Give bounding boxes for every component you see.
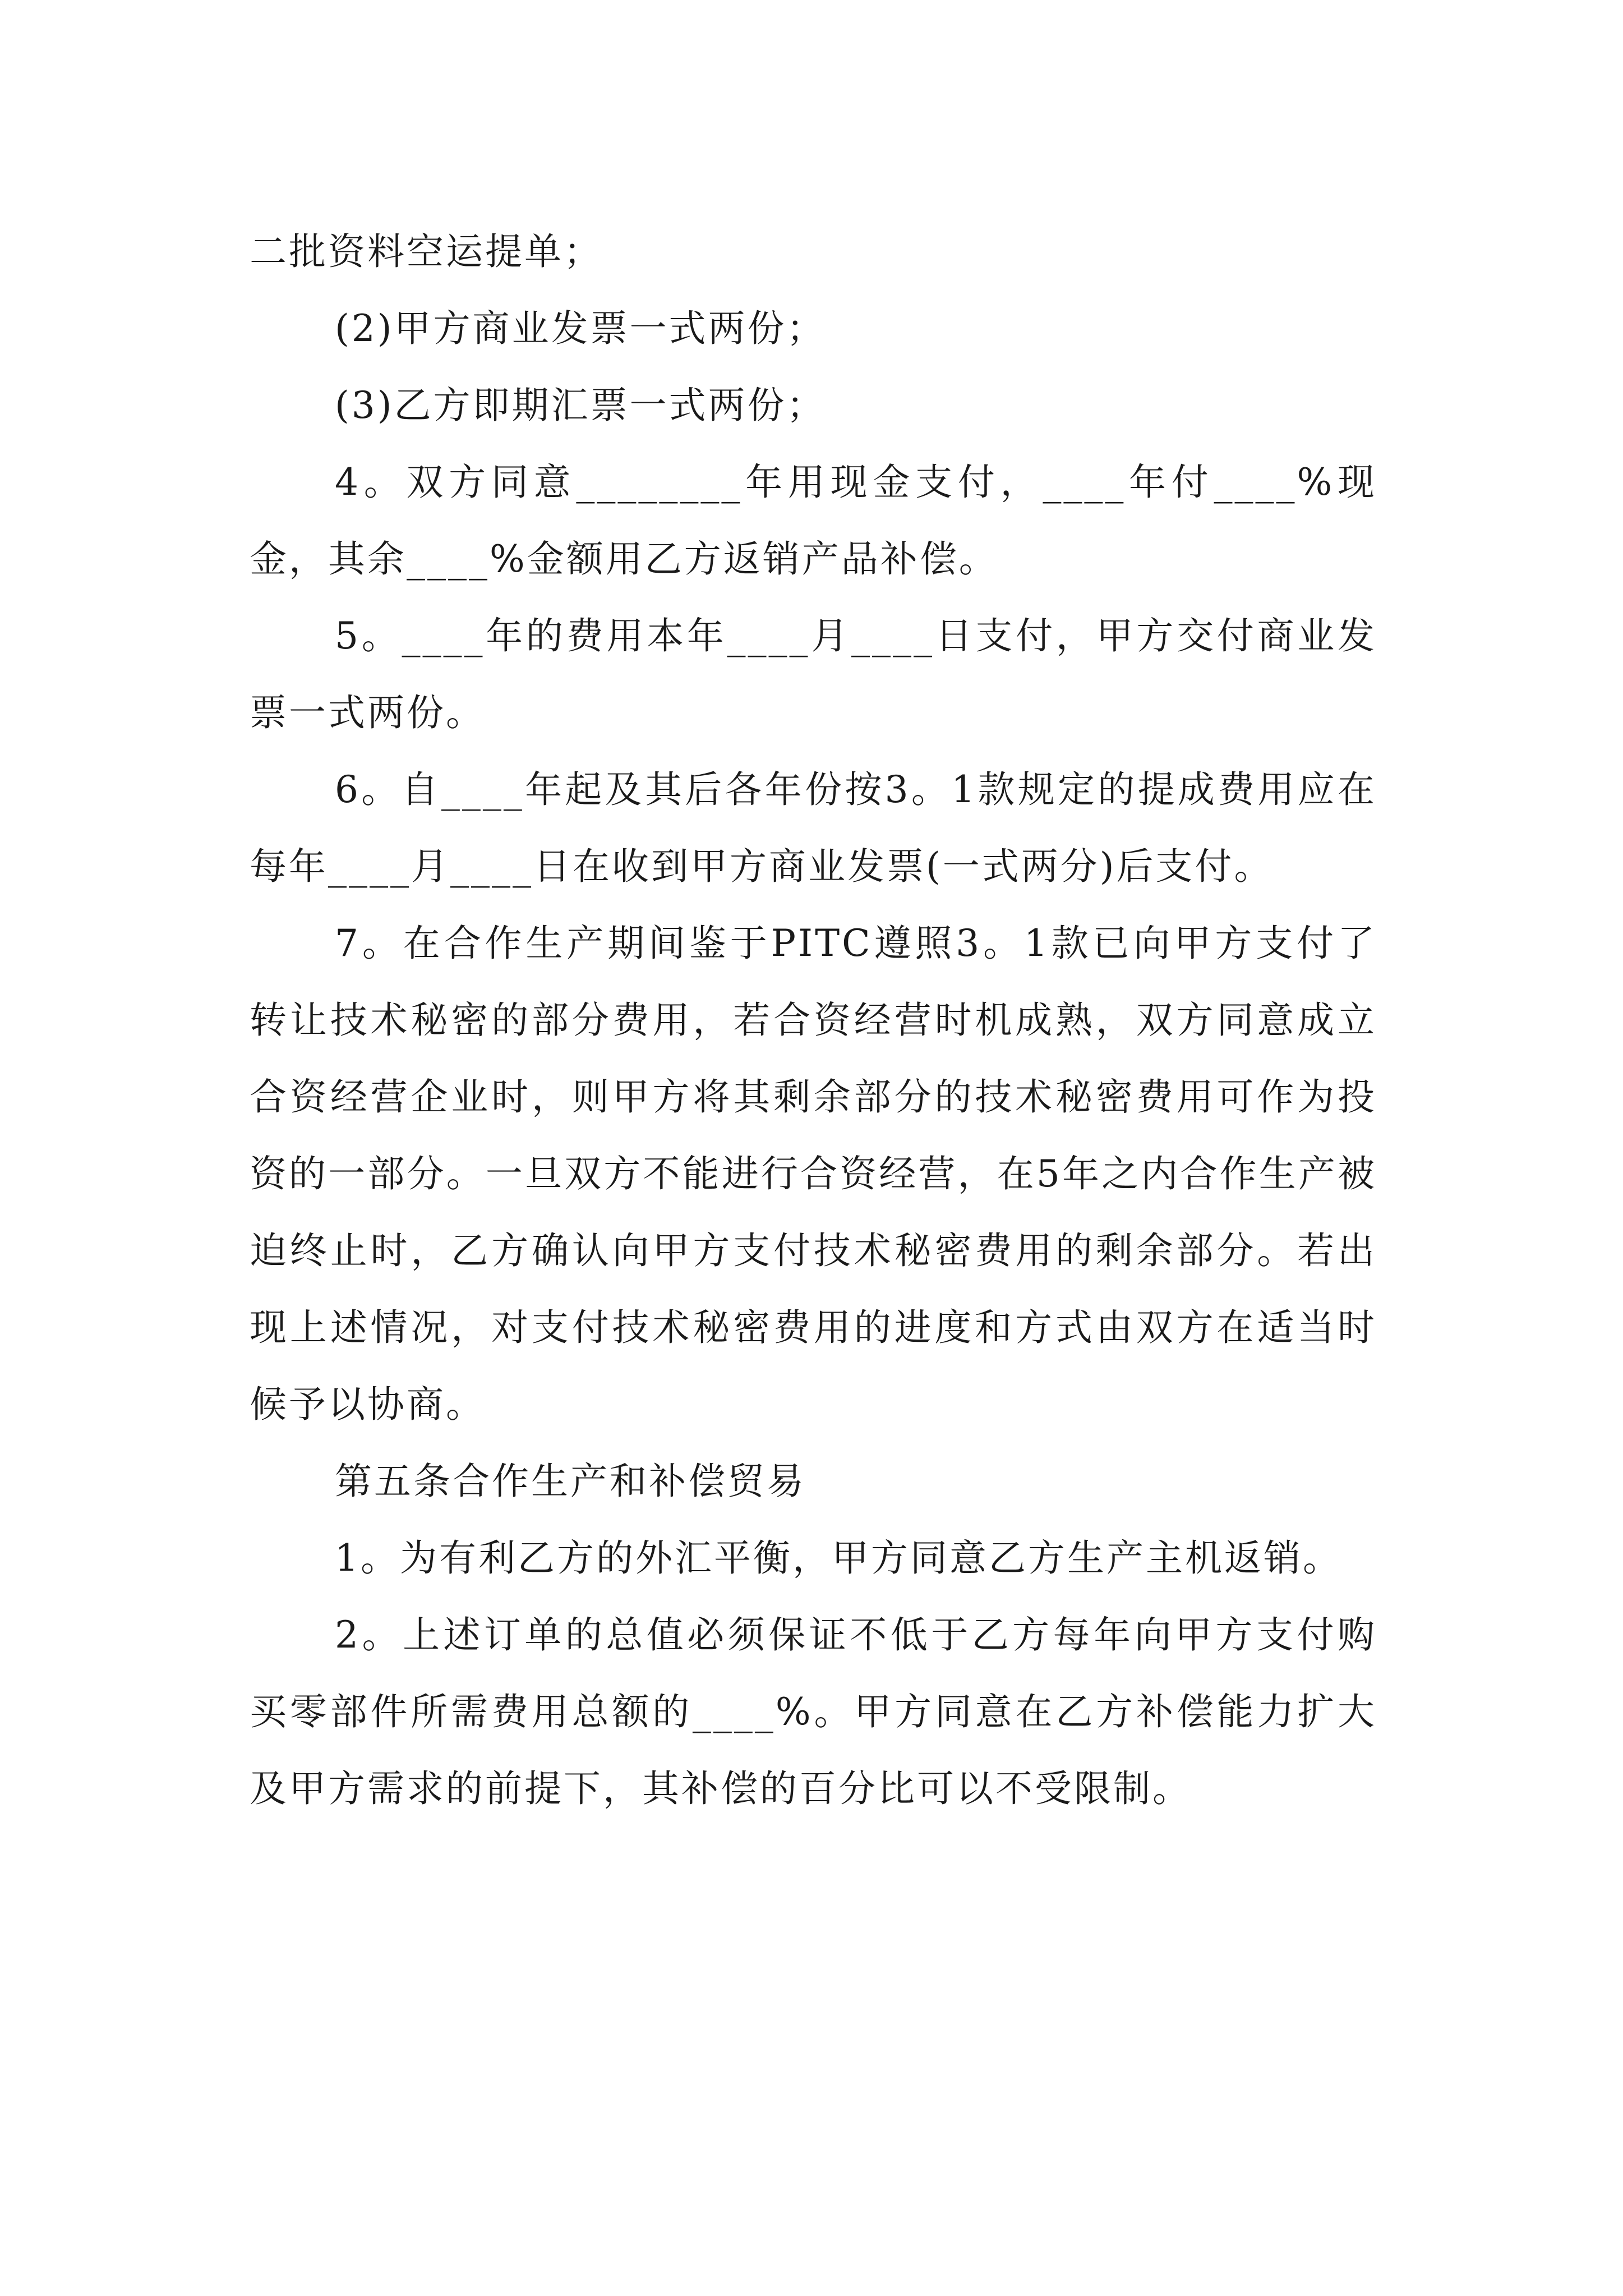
paragraph-clause-6: 6。自____年起及其后各年份按3。1款规定的提成费用应在每年____月____日在收到甲方商业发票(一式两分)后支付。 [250, 768, 1377, 888]
paragraph-clause-5: 5。____年的费用本年____月____日支付，甲方交付商业发票一式两份。 [250, 614, 1377, 734]
paragraph-item-3: (3)乙方即期汇票一式两份； [335, 384, 826, 427]
paragraph-clause-4: 4。双方同意________年用现金支付，____年付____%现金，其余____%金额用乙方返销产品补偿。 [250, 461, 1377, 581]
paragraph-item-2: (2)甲方商业发票一式两份； [335, 307, 826, 350]
paragraph-clause-7: 7。在合作生产期间鉴于PITC遵照3。1款已向甲方支付了转让技术秘密的部分费用，若合资经营时机成熟，双方同意成立合资经营企业时，则甲方将其剩余部分的技术秘密费用可作为投资的一部分。一旦双方不能进行合资经营，在5年之内合作生产被迫终止时，乙方确认向甲方支付技术秘密费用的剩余部分。若出现上述情况，对支付技术秘密费用的进度和方式由双方在适当时候予以协商。 [250, 922, 1377, 1426]
document-page [250, 213, 1377, 1827]
paragraph-continuation: 二批资料空运提单； [250, 230, 603, 273]
paragraph-article5-clause-1: 1。为有利乙方的外汇平衡，甲方同意乙方生产主机返销。 [335, 1536, 1342, 1580]
paragraph-article5-clause-2: 2。上述订单的总值必须保证不低于乙方每年向甲方支付购买零部件所需费用总额的____%。甲方同意在乙方补偿能力扩大及甲方需求的前提下，其补偿的百分比可以不受限制。 [250, 1613, 1377, 1810]
section-heading-article-5: 第五条合作生产和补偿贸易 [335, 1460, 806, 1503]
